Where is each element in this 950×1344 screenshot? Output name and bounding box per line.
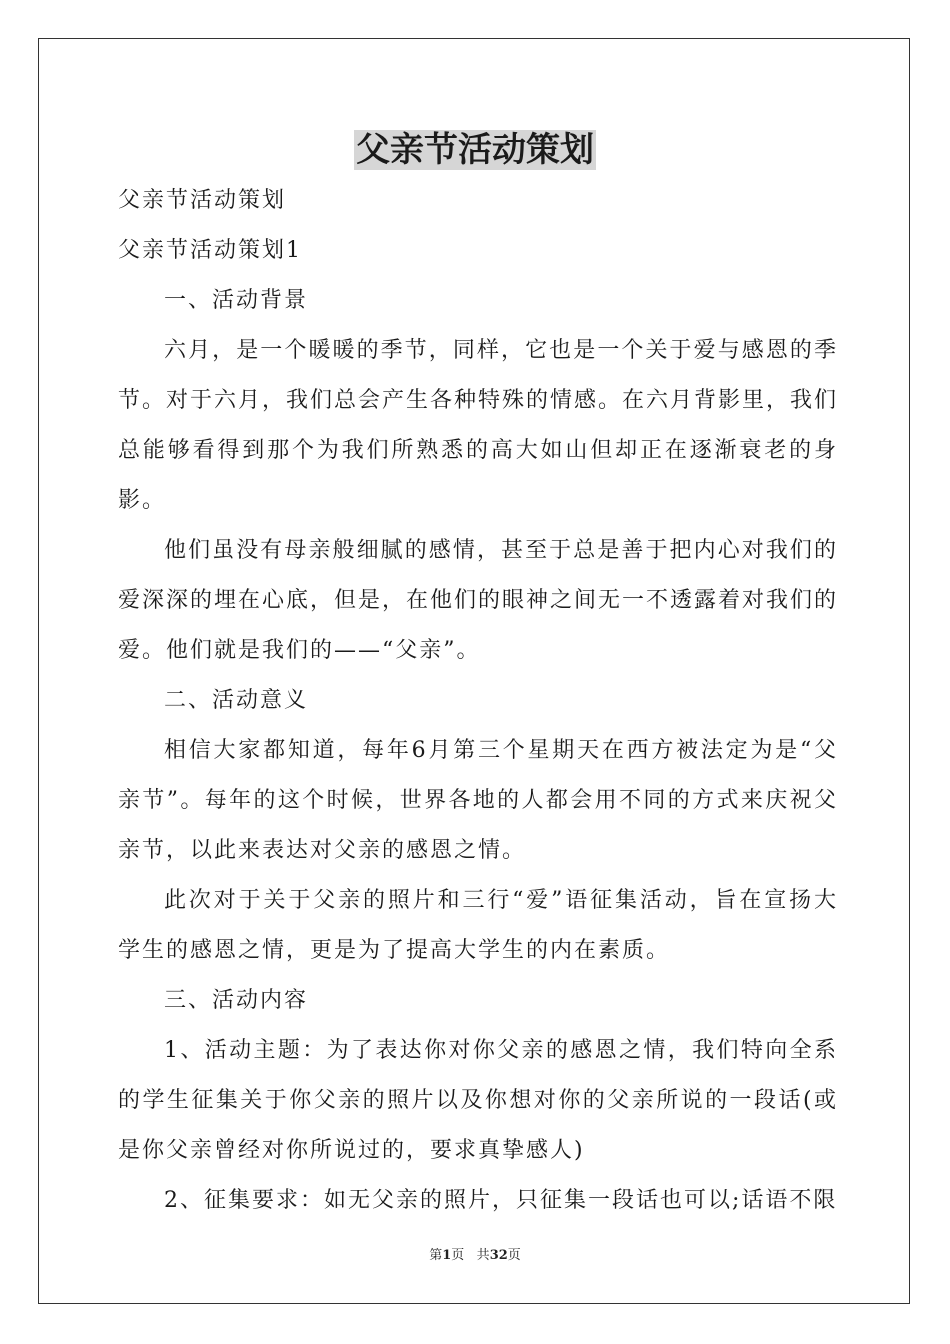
paragraph: 相信大家都知道，每年6月第三个星期天在西方被法定为是“父亲节”。每年的这个时候，世界各地的人都会用不同的方式来庆祝父亲节，以此来表达对父亲的感恩之情。 xyxy=(118,738,838,863)
current-page-number: 1 xyxy=(442,1248,452,1263)
paragraph: 父亲节活动策划1 xyxy=(118,238,302,263)
total-suffix: 页 xyxy=(507,1248,521,1263)
paragraph: 三、活动内容 xyxy=(164,988,309,1013)
document-title xyxy=(0,128,950,172)
total-prefix: 共 xyxy=(476,1248,490,1263)
paragraph: 一、活动背景 xyxy=(164,288,309,313)
document-body xyxy=(118,176,838,1226)
paragraph: 此次对于关于父亲的照片和三行“爱”语征集活动，旨在宣扬大学生的感恩之情，更是为了提高大学生的内在素质。 xyxy=(118,888,838,963)
page-prefix: 第 xyxy=(429,1248,443,1263)
paragraph: 六月，是一个暖暖的季节，同样，它也是一个关于爱与感恩的季节。对于六月，我们总会产生各种特殊的情感。在六月背影里，我们总能够看得到那个为我们所熟悉的高大如山但却正在逐渐衰老的身影。 xyxy=(118,338,839,513)
paragraph: 2、征集要求：如无父亲的照片，只征集一段话也可以;话语不限 xyxy=(164,1188,838,1213)
total-page-count: 32 xyxy=(489,1248,508,1263)
paragraph: 二、活动意义 xyxy=(164,688,309,713)
page-footer xyxy=(0,1247,950,1265)
page-suffix: 页 xyxy=(451,1248,465,1263)
paragraph: 父亲节活动策划 xyxy=(118,188,287,213)
document-title-text: 父亲节活动策划 xyxy=(356,130,594,170)
paragraph: 他们虽没有母亲般细腻的感情，甚至于总是善于把内心对我们的爱深深的埋在心底，但是，在他们的眼神之间无一不透露着对我们的爱。他们就是我们的——“父亲”。 xyxy=(118,538,839,663)
paragraph: 1、活动主题：为了表达你对你父亲的感恩之情，我们特向全系的学生征集关于你父亲的照片以及你想对你的父亲所说的一段话(或是你父亲曾经对你所说过的，要求真挚感人) xyxy=(118,1038,838,1163)
